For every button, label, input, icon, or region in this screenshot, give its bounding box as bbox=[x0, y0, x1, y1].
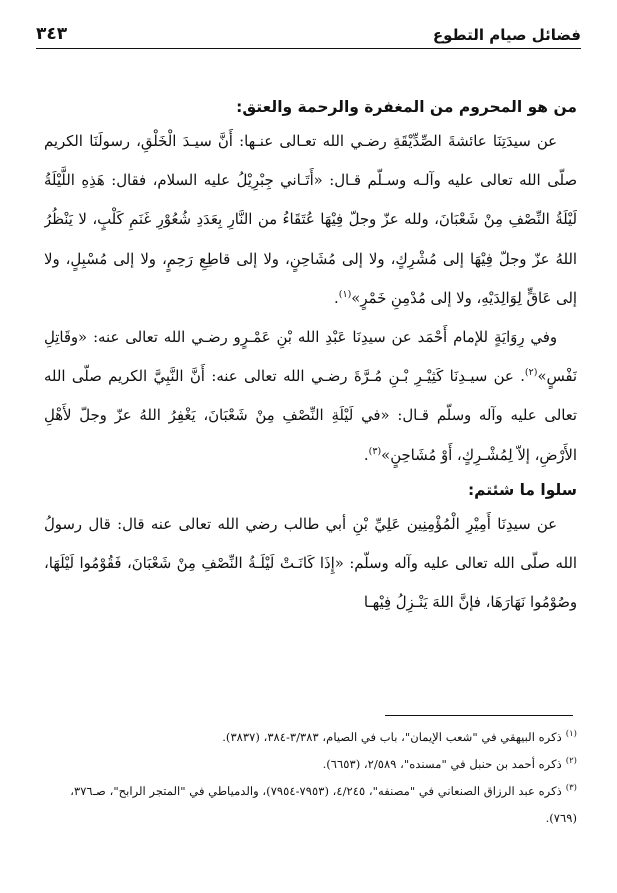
chapter-title: فضائل صيام التطوع bbox=[432, 26, 581, 44]
footnote-ref-2[interactable]: (٢) bbox=[524, 367, 538, 379]
footnote-text: ذكره عبد الرزاق الصنعاني في "مصنفه"، ٤/٢٤٥، (٧٩٥٣-٧٩٥٤)، والدمياطي في "المتجر الرابح"، صـ٣٧٦، (٧٦٩). bbox=[70, 784, 577, 825]
paragraph-text: عن سيدَتِنَا عائشةَ الصِّدِّيْقَةِ رضـي الله تعـالى عنـها: أَنَّ سيـدَ الْخَلْقِ، رسولَنَا الكريم صلّى الله تعالى عليه وآلـه وسـلّم قـال: «أَتَـاني جِبْرِيْلُ عليه السلام، فقال: هَذِهِ اللَّيْلَةُ لَيْلَةُ النِّصْفِ مِنْ شَعْبَانَ، ولله عزّ وجلّ فِيْهَا عُتَقَاءُ من النَّارِ بِعَدَدِ شُعُوْرِ غَنَمِ كَلْبٍ، لا يَنْظُرُ اللهُ عزّ وجلّ فِيْهَا إلى مُشْرِكٍ، ولا إلى مُشَاحِنٍ، ولا إلى قاطِعِ رَحِمٍ، ولا إلى مُسْبِلٍ، ولا إلى عَاقٍّ لِوَالِدَيْهِ، ولا إلى مُدْمِنِ خَمْرٍ» bbox=[44, 133, 577, 307]
footnote-1 bbox=[40, 724, 577, 751]
paragraph-text-part: . عن سيـدِنَا كَثِيْـرِ بْـنِ مُـرَّةَ رضـي الله تعالى عنه: أَنَّ النَّبِيَّ الكريم صلّى الله تعالى عليه وآله وسلّم قـال: «في لَيْلَةِ النِّصْفِ مِنْ شَعْبَانَ، يَغْفِرُ اللهُ عزّ وجلّ لأَهْلِ الأَرْضِ، إلاّ لِمُشْـرِكٍ، أَوْ مُشَاحِنٍ» bbox=[44, 368, 577, 464]
paragraph-ahmad-narration bbox=[44, 318, 577, 475]
footnote-2 bbox=[40, 751, 577, 778]
footnote-text: ذكره أحمد بن حنبل في "مسنده"، ٢/٥٨٩، (٦٦٥٣). bbox=[322, 757, 562, 771]
footnote-marker: (٣) bbox=[565, 783, 577, 794]
sentence-end: . bbox=[334, 289, 339, 307]
footnote-marker: (١) bbox=[565, 729, 577, 740]
footnote-text: ذكره البيهقي في "شعب الإيمان"، باب في الصيام، ٣/٣٨٣-٣٨٤، (٣٨٣٧). bbox=[222, 730, 562, 744]
paragraph-aisha-hadith bbox=[44, 122, 577, 318]
footnote-marker: (٢) bbox=[565, 756, 577, 767]
section-heading-ask: سلوا ما شئتم: bbox=[467, 480, 577, 499]
paragraph-text-part: وفي رِوَايَةٍ للإمام أَحْمَد عن سيدِنَا عَبْدِ الله بْنِ عَمْـرٍو رضـي الله تعالى عنه: «وقَاتِلِ نَفْسٍ» bbox=[44, 329, 577, 386]
main-text bbox=[44, 92, 577, 698]
paragraph-text bbox=[44, 329, 577, 464]
footnote-ref-1[interactable]: (١) bbox=[338, 288, 352, 300]
footnote-ref-3[interactable]: (٣) bbox=[368, 445, 382, 457]
footnote-separator bbox=[385, 715, 573, 716]
footnotes bbox=[40, 724, 577, 874]
paragraph-text: عن سيدِنَا أَمِيْرِ الْمُؤْمِنِين عَلِيِّ بْنِ أبي طالب رضي الله تعالى عنه قال: قال رسولُ الله صلّى الله تعالى عليه وآله وسلّم: «إِذَا كَانَـتْ لَيْلَـةُ النِّصْفِ مِنْ شَعْبَانَ، فَقُوْمُوا لَيْلَهَا، وصُوْمُوا نَهَارَهَا، فإنَّ اللهَ يَنْـزِلُ فِيْهـا bbox=[44, 515, 577, 612]
page-number: ٣٤٣ bbox=[36, 24, 68, 44]
running-header bbox=[36, 14, 581, 44]
paragraph-ali-hadith bbox=[44, 505, 577, 623]
section-heading-deprived: من هو المحروم من المغفرة والرحمة والعتق: bbox=[236, 98, 577, 116]
sentence-end: . bbox=[363, 446, 369, 464]
header-rule bbox=[36, 48, 581, 49]
footnote-3 bbox=[40, 778, 577, 832]
